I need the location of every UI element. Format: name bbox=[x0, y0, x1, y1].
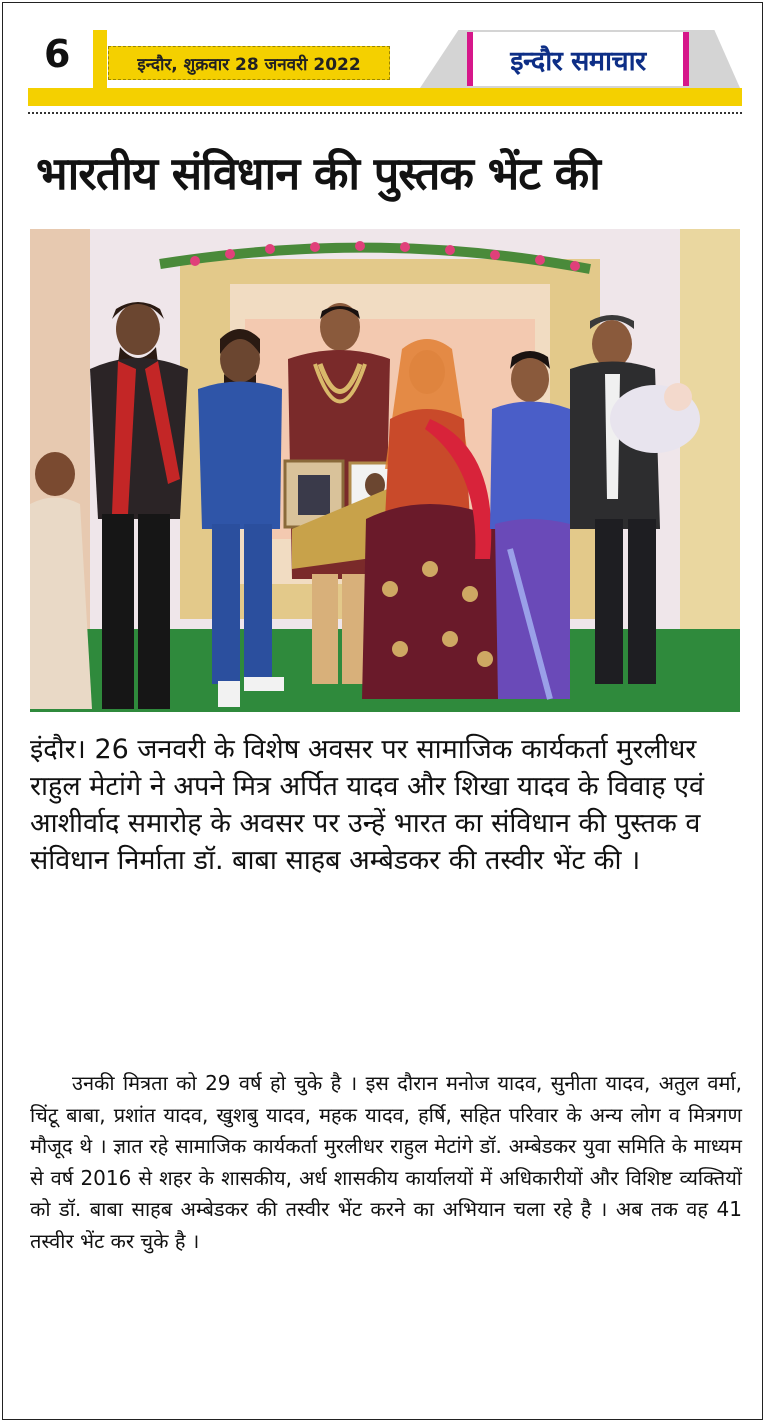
article-photo bbox=[30, 229, 740, 712]
masthead: इन्दौर समाचार bbox=[467, 32, 689, 86]
page-number: 6 bbox=[44, 32, 71, 76]
header-accent-tab bbox=[93, 30, 107, 90]
article-lead: इंदौर। 26 जनवरी के विशेष अवसर पर सामाजिक कार्यकर्ता मुरलीधर राहुल मेटांगे ने अपने मित्र अर्पित यादव और शिखा यादव के विवाह एवं आशीर्वाद समारोह के अवसर पर उन्हें भारत का संविधान की पुस्तक व संविधान निर्माता डॉ. बाबा साहब अम्बेडकर की तस्वीर भेंट की । bbox=[30, 734, 705, 876]
header-rule bbox=[28, 88, 742, 106]
dotted-divider bbox=[28, 112, 742, 114]
article-body: उनकी मित्रता को 29 वर्ष हो चुके है । इस दौरान मनोज यादव, सुनीता यादव, अतुल वर्मा, चिंटू बाबा, प्रशांत यादव, खुशबु यादव, महक यादव, हर्षि, सहित परिवार के अन्य लोग व मित्रगण मौजूद थे । ज्ञात रहे सामाजिक कार्यकर्ता मुरलीधर राहुल मेटांगे डॉ. अम्बेडकर युवा समिति के माध्यम से वर्ष 2016 से शहर के शासकीय, अर्ध शासकीय कार्यालयों में अधिकारीयों और विशिष्ट व्यक्तियों को डॉ. बाबा साहब अम्बेडकर की तस्वीर भेंट करने का अभियान चला रहे है । अब तक वह 41 तस्वीर भेंट कर चुके है । bbox=[30, 1071, 742, 1253]
article-headline: भारतीय संविधान की पुस्तक भेंट की bbox=[36, 147, 600, 200]
dateline: इन्दौर, शुक्रवार 28 जनवरी 2022 bbox=[108, 46, 390, 80]
